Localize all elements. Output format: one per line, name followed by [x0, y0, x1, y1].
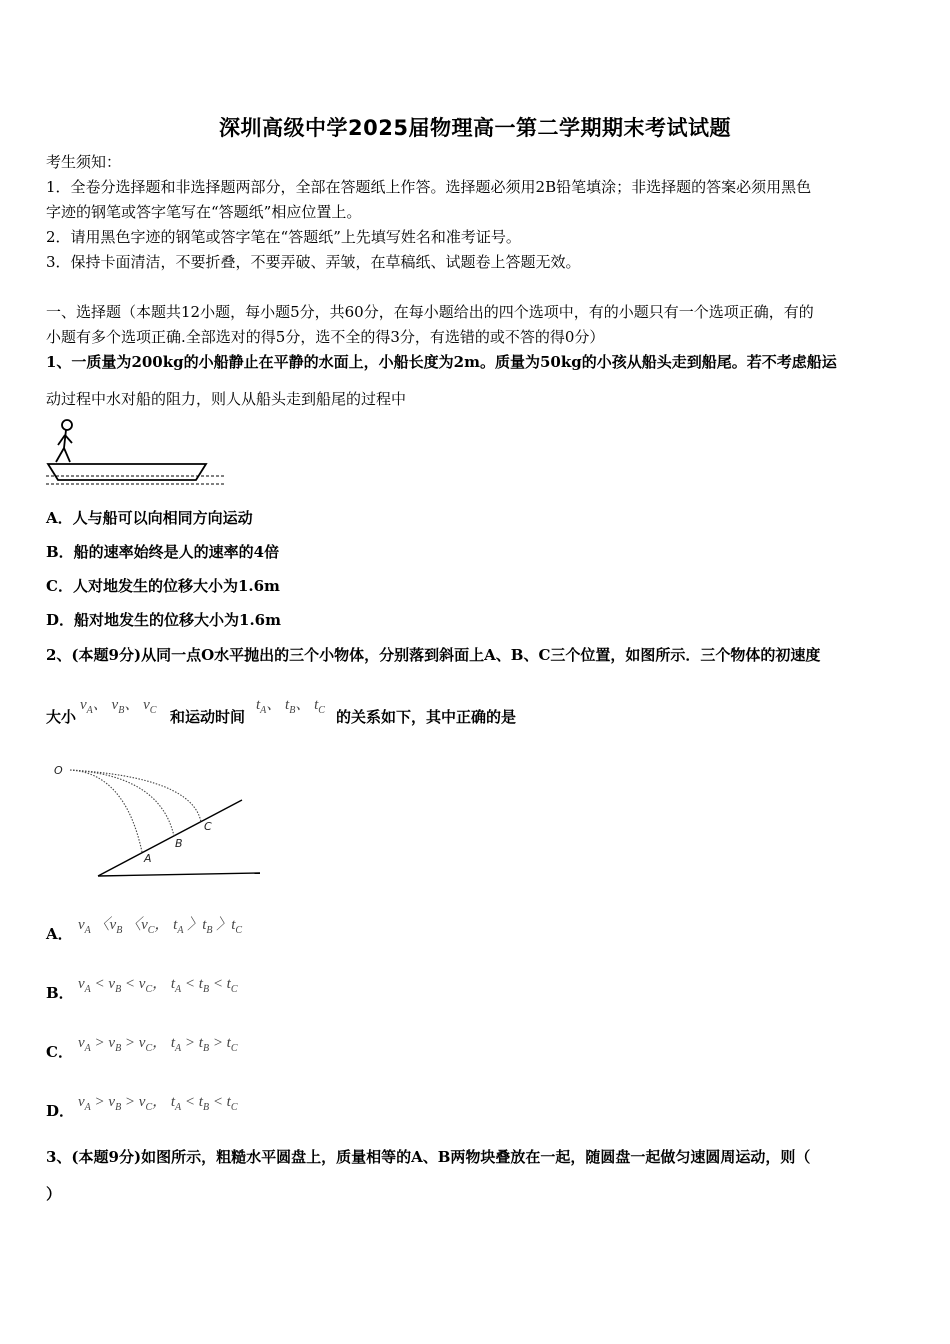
notice-line-1b: 字迹的钢笔或答字笔写在“答题纸”相应位置上。 [46, 203, 362, 221]
q1-option-c: C．人对地发生的位移大小为1.6m [46, 577, 280, 595]
trajectory-c [70, 770, 201, 822]
q1-option-b: B．船的速率始终是人的速率的4倍 [46, 543, 280, 561]
section-heading-line-2: 小题有多个选项正确.全部选对的得5分，选不全的得3分，有选错的或不答的得0分） [46, 328, 605, 346]
label-a: A [144, 852, 152, 865]
notice-line-1a: 1．全卷分选择题和非选择题两部分，全部在答题纸上作答。选择题必须用2B铅笔填涂；非选择题的答案必须用黑色 [46, 178, 812, 196]
boat-shape [48, 464, 206, 480]
q1-boat-figure [44, 418, 230, 490]
q2-stem-line-2-suffix: 的关系如下，其中正确的是 [336, 708, 517, 726]
label-c: C [204, 820, 212, 833]
q2-stem-line-1: 2、(本题9分)从同一点O水平抛出的三个小物体，分别落到斜面上A、B、C三个位置，如图所示．三个物体的初速度 [46, 646, 821, 664]
q1-stem-line-1: 1、一质量为200kg的小船静止在平静的水面上，小船长度为2m。质量为50kg的小孩从船头走到船尾。若不考虑船运 [46, 353, 837, 371]
q2-option-d-expr: $v_A > v_B > v_C$， $t_A < t_B < t_C$ [78, 1094, 238, 1113]
q3-stem-line-2: ） [46, 1185, 62, 1203]
q2-option-b-label: B． [46, 984, 74, 1002]
q2-stem-line-2-prefix: 大小 [46, 708, 77, 726]
label-b: B [175, 837, 183, 850]
trajectory-b [70, 770, 174, 836]
q1-stem-line-2: 动过程中水对船的阻力，则人从船头走到船尾的过程中 [46, 390, 407, 408]
q2-option-d-label: D． [46, 1102, 75, 1120]
q2-option-c-expr: $v_A > v_B > v_C$， $t_A > t_B > t_C$ [78, 1035, 238, 1054]
q1-option-d: D．船对地发生的位移大小为1.6m [46, 611, 281, 629]
section-heading-line-1: 一、选择题（本题共12小题，每小题5分，共60分，在每小题给出的四个选项中，有的小题只有一个选项正确，有的 [46, 303, 814, 321]
ground-line [98, 873, 260, 876]
q2-option-a-label: A． [46, 925, 73, 943]
notice-line-2: 2．请用黑色字迹的钢笔或答字笔在“答题纸”上先填写姓名和准考证号。 [46, 228, 521, 246]
incline-line [98, 800, 242, 876]
q2-option-a-expr: $v_A$ 〈$v_B$ 〈$v_C$， $t_A$ 〉$t_B$ 〉$t_C$ [78, 917, 243, 936]
q2-option-b-expr: $v_A < v_B < v_C$， $t_A < t_B < t_C$ [78, 976, 238, 995]
trajectory-a [70, 770, 142, 852]
q1-option-a: A．人与船可以向相同方向运动 [46, 509, 253, 527]
notice-line-3: 3．保持卡面清洁，不要折叠，不要弄破、弄皱，在草稿纸、试题卷上答题无效。 [46, 253, 581, 271]
label-o: O [54, 764, 63, 777]
q2-stem-line-2-mid: 和运动时间 [170, 708, 246, 726]
page-title: 深圳高级中学2025届物理高一第二学期期末考试试题 [219, 116, 731, 140]
notice-heading: 考生须知： [46, 153, 122, 171]
q2-time-symbols: $t_A$、 $t_B$、 $t_C$ [256, 697, 325, 716]
q2-option-c-label: C． [46, 1043, 73, 1061]
q2-projectile-figure [50, 755, 265, 885]
q2-velocity-symbols: $v_A$、 $v_B$、 $v_C$ [80, 697, 157, 716]
person-figure [56, 420, 72, 462]
q3-stem-line-1: 3、(本题9分)如图所示，粗糙水平圆盘上，质量相等的A、B两物块叠放在一起，随圆盘一起做匀速圆周运动，则（ [46, 1148, 811, 1166]
